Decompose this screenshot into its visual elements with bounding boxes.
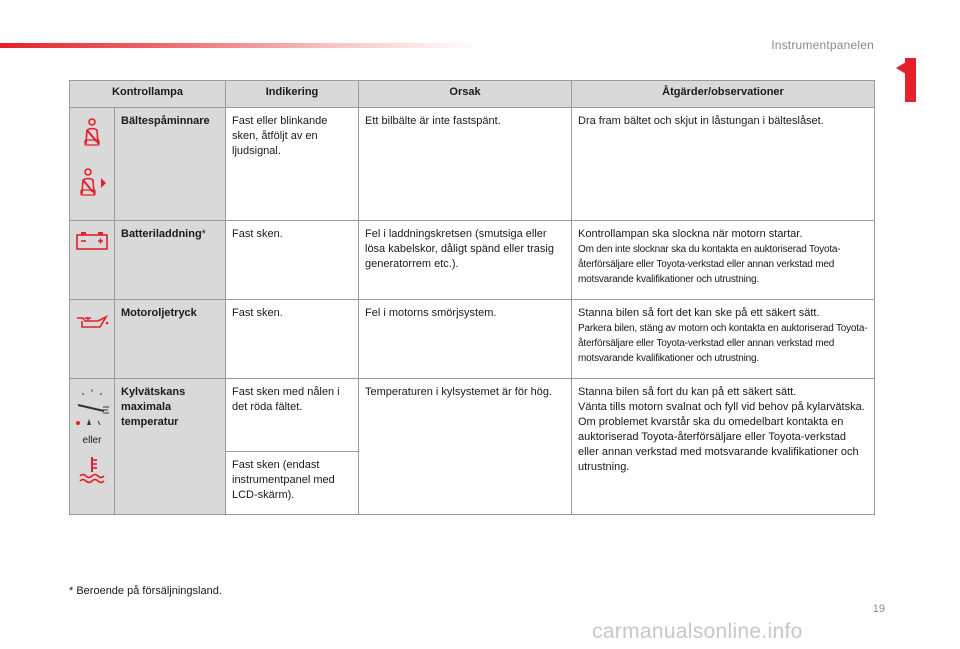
orsak-cell: Temperaturen i kylsystemet är för hög. bbox=[359, 379, 572, 515]
atgard-cell bbox=[572, 221, 875, 300]
orsak-cell: Fel i motorns smörjsystem. bbox=[359, 300, 572, 379]
table-row bbox=[70, 108, 875, 221]
row-label: Bältespåminnare bbox=[115, 108, 226, 221]
col-header-indikering: Indikering bbox=[226, 81, 359, 108]
indikering-cell: Fast eller blinkande sken, åtföljt av en ljudsignal. bbox=[226, 108, 359, 221]
table-header-row bbox=[70, 81, 875, 108]
section-title: Instrumentpanelen bbox=[771, 38, 874, 52]
watermark: carmanualsonline.info bbox=[592, 620, 803, 643]
battery-icon bbox=[75, 229, 109, 251]
icon-cell bbox=[70, 108, 115, 221]
atgard-cell: Stanna bilen så fort du kan på ett säkert sätt. Vänta tills motorn svalnat och fyll vid behov på kylarvätska. Om problemet kvarstår ska du omedelbart kontakta en auktoriserad Toyota-återförsäljare eller Toyota-verkstad eller annan verkstad med motsvarande kvalifikationer och utrustning. bbox=[572, 379, 875, 515]
col-header-orsak: Orsak bbox=[359, 81, 572, 108]
atgard-detail: Parkera bilen, stäng av motorn och kontakta en auktoriserad Toyota-återförsäljare eller Toyota-verkstad eller annan verkstad med motsvarande kvalifikationer och utrustning. bbox=[578, 323, 868, 364]
orsak-cell: Ett bilbälte är inte fastspänt. bbox=[359, 108, 572, 221]
indikering-needle: Fast sken med nålen i det röda fältet. bbox=[226, 379, 358, 452]
indikering-lcd: Fast sken (endast instrumentpanel med LCD-skärm). bbox=[232, 459, 335, 501]
orsak-cell: Fel i laddningskretsen (smutsiga eller lösa kabelskor, dåligt spänd eller trasig generatorrem etc.). bbox=[359, 221, 572, 300]
atgard-cell bbox=[572, 300, 875, 379]
atgard-detail: Om den inte slocknar ska du kontakta en auktoriserad Toyota-återförsäljare eller Toyota-verkstad eller annan verkstad med motsvarande kvalifikationer och utrustning. bbox=[578, 244, 841, 285]
table-row bbox=[70, 221, 875, 300]
atgard-cell: Dra fram bältet och skjut in låstungan i bälteslåset. bbox=[572, 108, 875, 221]
oil-can-icon bbox=[74, 310, 110, 332]
coolant-temperature-icon bbox=[77, 454, 107, 484]
col-header-kontrollampa: Kontrollampa bbox=[70, 81, 226, 108]
table-row bbox=[70, 379, 875, 515]
indikering-cell: Fast sken. bbox=[226, 221, 359, 300]
warning-lights-table bbox=[69, 80, 875, 515]
icon-cell bbox=[70, 221, 115, 300]
chapter-number-one-icon bbox=[905, 58, 916, 102]
atgard-main: Kontrollampan ska slockna när motorn startar. bbox=[578, 228, 803, 240]
icon-cell bbox=[70, 300, 115, 379]
row-label: Kylvätskans maximala temperatur bbox=[115, 379, 226, 515]
row-label: Motoroljetryck bbox=[115, 300, 226, 379]
row-label bbox=[115, 221, 226, 300]
row-label-text: Batteriladdning bbox=[121, 228, 202, 240]
chapter-marker bbox=[896, 58, 918, 102]
footnote: * Beroende på försäljningsland. bbox=[69, 585, 222, 597]
temperature-needle-icon bbox=[72, 385, 112, 427]
eller-text: eller bbox=[82, 435, 102, 446]
icon-cell bbox=[70, 379, 115, 515]
header-accent-bar bbox=[0, 43, 480, 48]
indikering-cell: Fast sken. bbox=[226, 300, 359, 379]
col-header-atgarder: Åtgärder/observationer bbox=[572, 81, 875, 108]
footnote-marker: * bbox=[201, 228, 206, 240]
atgard-main: Stanna bilen så fort det kan ske på ett säkert sätt. bbox=[578, 307, 820, 319]
table-row bbox=[70, 300, 875, 379]
seatbelt-icon bbox=[79, 118, 105, 148]
indikering-cell bbox=[226, 379, 359, 515]
page-number: 19 bbox=[872, 603, 885, 615]
seatbelt-arrow-icon bbox=[75, 168, 109, 198]
